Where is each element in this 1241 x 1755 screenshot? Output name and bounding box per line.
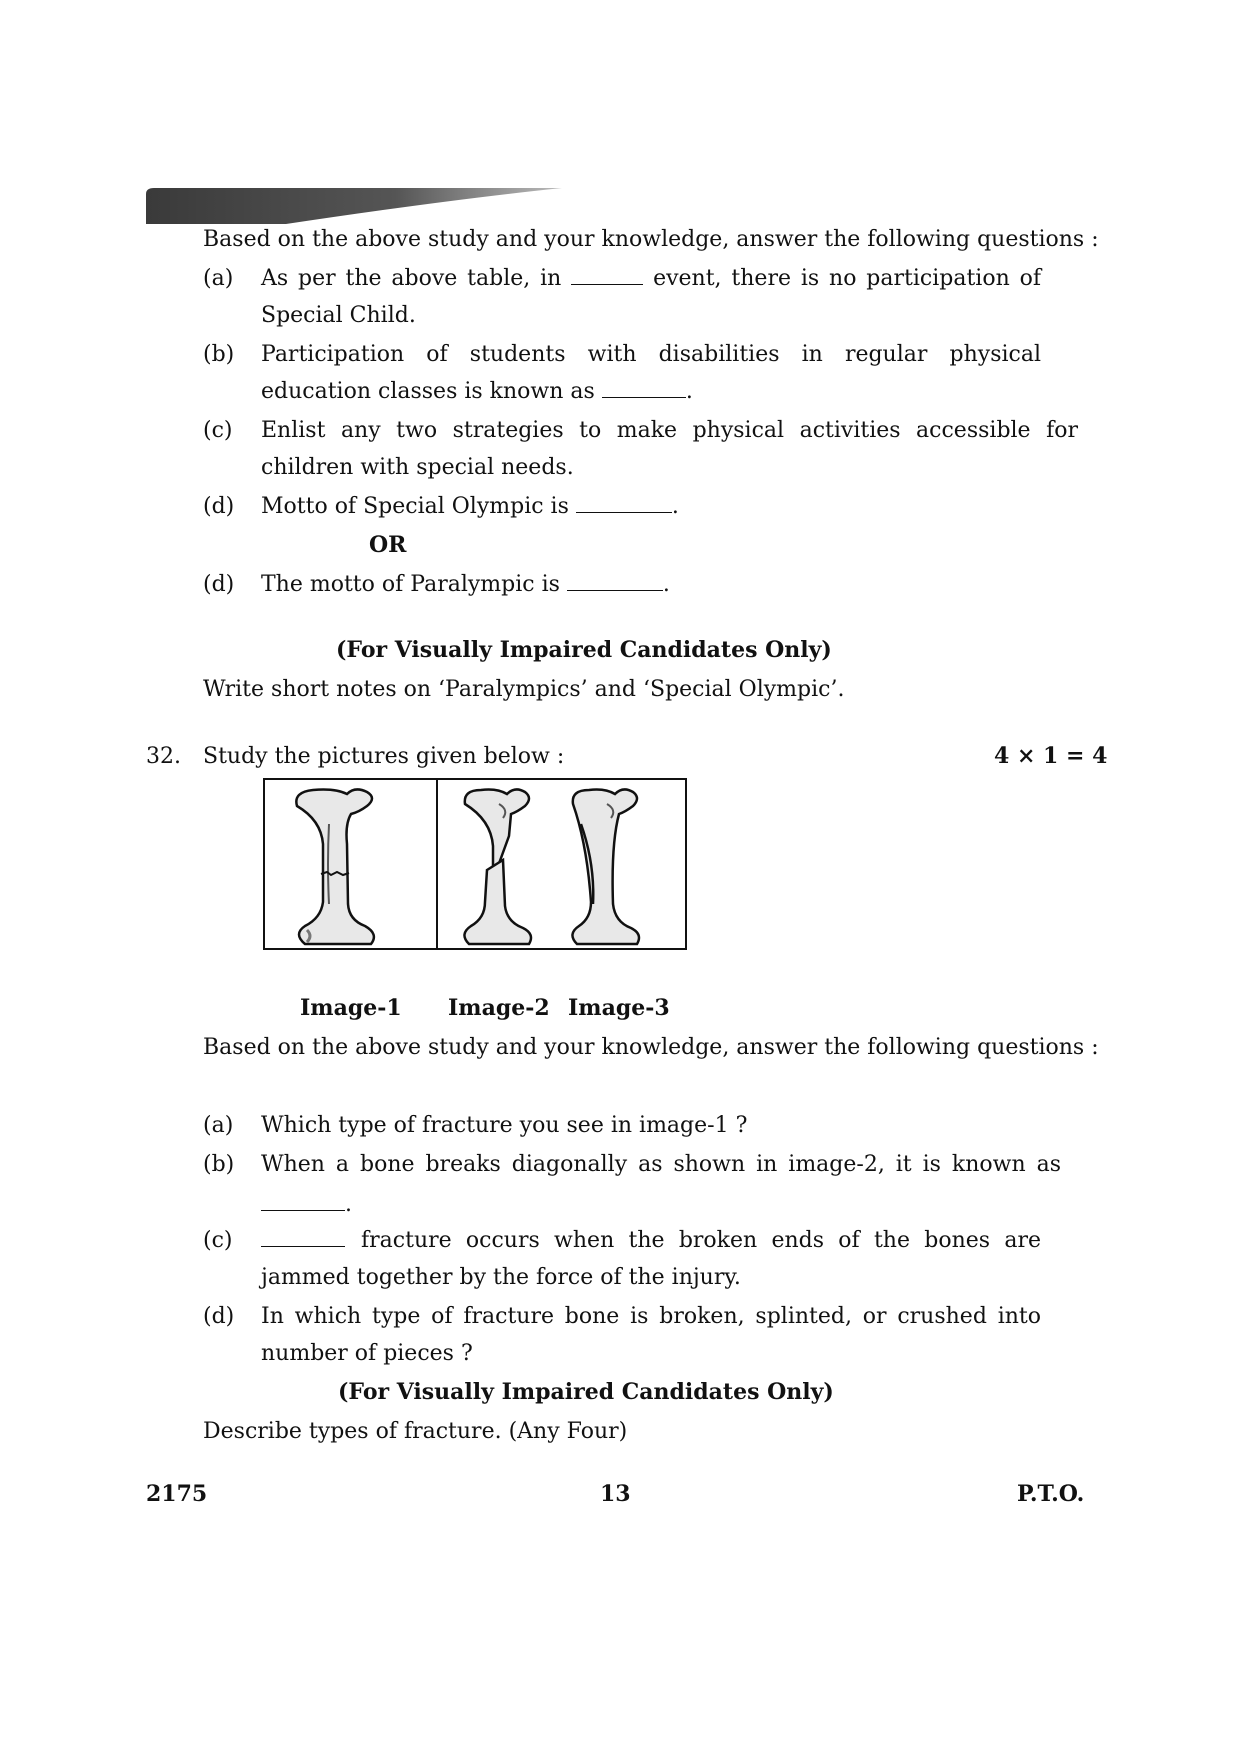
q31-d1-question [261, 488, 679, 525]
q32-c-line2: jammed together by the force of the injury. [261, 1265, 741, 1290]
q31-c-line1: Enlist any two strategies to make physical activities accessible for [261, 418, 1078, 443]
q32-b-label: (b) [203, 1152, 235, 1177]
q32-b-end: . [345, 1192, 352, 1217]
q31-a-question [261, 260, 1041, 297]
answer-blank [567, 570, 663, 591]
answer-blank [261, 1190, 345, 1211]
q32-a-label: (a) [203, 1113, 234, 1138]
q32-d-line2: number of pieces ? [261, 1341, 473, 1366]
footer-page-number: 13 [600, 1481, 631, 1507]
transverse-fracture-bone-icon [283, 784, 403, 946]
q32-a-text: Which type of fracture you see in image-1 ? [261, 1113, 748, 1138]
q31-b-line2 [261, 373, 693, 410]
q31-vi-text: Write short notes on ‘Paralympics’ and ‘Special Olympic’. [203, 677, 845, 702]
fracture-images-figure [263, 778, 687, 950]
answer-blank [602, 377, 686, 398]
answer-blank [571, 264, 643, 285]
q32-d-line1: In which type of fracture bone is broken, splinted, or crushed into [261, 1304, 1041, 1329]
q31-vi-heading: (For Visually Impaired Candidates Only) [336, 637, 832, 663]
q31-b-label: (b) [203, 342, 235, 367]
q32-prompt: Study the pictures given below : [203, 744, 565, 769]
q32-c-line1 [261, 1222, 1041, 1259]
q31-a-text-2: event, there is no participation of [653, 266, 1041, 291]
q31-b-line1: Participation of students with disabilities in regular physical [261, 342, 1041, 367]
figure-divider [436, 780, 438, 948]
q31-d2-question [261, 566, 670, 603]
q31-a-label: (a) [203, 266, 234, 291]
q31-b-end: . [685, 379, 693, 404]
q32-intro: Based on the above study and your knowledge, answer the following questions : [203, 1035, 1099, 1060]
bent-bone-icon [557, 784, 657, 946]
q31-b-text: education classes is known as [261, 379, 595, 404]
image-2-label: Image-2 [448, 995, 550, 1021]
q32-vi-text: Describe types of fracture. (Any Four) [203, 1419, 628, 1444]
q32-number: 32. [146, 744, 181, 769]
footer-paper-code: 2175 [146, 1481, 208, 1507]
q31-d2-end: . [662, 572, 670, 597]
image-3-label: Image-3 [568, 995, 670, 1021]
q31-d2-label: (d) [203, 572, 235, 597]
q31-d2-text: The motto of Paralympic is [261, 572, 560, 597]
q31-intro: Based on the above study and your knowledge, answer the following questions : [203, 227, 1099, 252]
q32-b-line2 [261, 1186, 352, 1223]
footer-pto: P.T.O. [1017, 1481, 1085, 1507]
q31-c-label: (c) [203, 418, 233, 443]
q31-d1-label: (d) [203, 494, 235, 519]
q31-a-line2: Special Child. [261, 303, 416, 328]
q32-d-label: (d) [203, 1304, 235, 1329]
or-divider: OR [369, 532, 407, 558]
q31-d1-text: Motto of Special Olympic is [261, 494, 569, 519]
answer-blank [576, 492, 672, 513]
oblique-fracture-bone-icon [453, 784, 553, 946]
q32-c-label: (c) [203, 1228, 233, 1253]
q31-a-text-1: As per the above table, in [261, 266, 562, 291]
q32-marks: 4 × 1 = 4 [994, 743, 1108, 769]
q32-b-line1: When a bone breaks diagonally as shown in image-2, it is known as [261, 1152, 1061, 1177]
header-banner [146, 188, 562, 224]
q32-vi-heading: (For Visually Impaired Candidates Only) [338, 1379, 834, 1405]
answer-blank [261, 1222, 345, 1247]
q31-c-line2: children with special needs. [261, 455, 574, 480]
image-1-label: Image-1 [300, 995, 402, 1021]
q32-c-text: fracture occurs when the broken ends of the bones are [361, 1228, 1041, 1253]
q31-d1-end: . [671, 494, 679, 519]
